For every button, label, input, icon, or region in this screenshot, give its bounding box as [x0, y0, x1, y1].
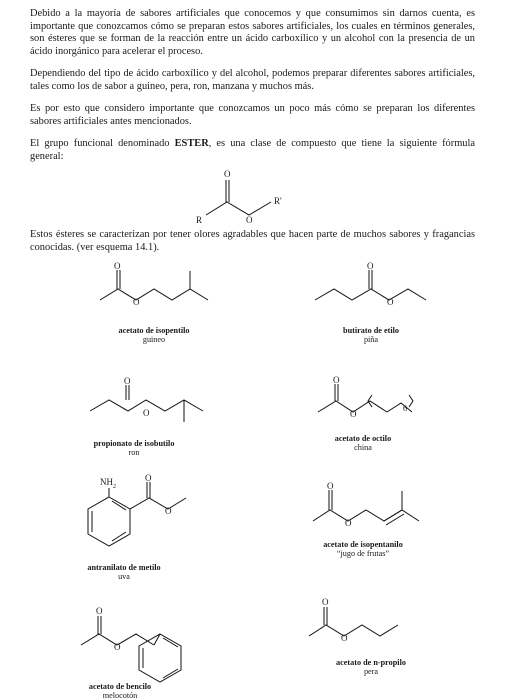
- structure-isopentenyl-acetate: [313, 490, 419, 525]
- oxygen-label: O: [114, 642, 121, 652]
- oxygen-label: O: [350, 409, 357, 419]
- oxygen-label: O: [124, 376, 131, 386]
- oxygen-label: O: [145, 473, 152, 483]
- oxygen-label: O: [133, 297, 140, 307]
- structure-benzyl-acetate: [81, 616, 181, 682]
- compound-name: acetato de isopentilo: [118, 326, 190, 335]
- compound-name: propionato de isobutilo: [93, 439, 175, 448]
- compound-caption: [34, 563, 214, 581]
- ester-term: ESTER: [174, 138, 209, 149]
- compound-caption: [64, 326, 244, 344]
- structure-ethyl-butyrate: [315, 270, 426, 300]
- compound-name: acetato de isopentanilo: [323, 540, 403, 549]
- esters-description-paragraph: Estos ésteres se caracterizan por tener olores agradables que hacen parte de muchos sabores y fragancias conocidas. (ver esquema 14.1).: [30, 229, 475, 253]
- general-ester-oxygen: O: [246, 215, 253, 225]
- oxygen-label: O: [114, 261, 121, 271]
- general-ester-formula: [206, 180, 271, 215]
- oxygen-label: O: [143, 408, 150, 418]
- general-carbonyl-oxygen: O: [224, 169, 231, 179]
- compound-name: acetato de octilo: [334, 434, 392, 443]
- oxygen-label: O: [333, 375, 340, 385]
- dependency-paragraph: Dependiendo del tipo de ácido carboxílico y del alcohol, podemos preparar diferentes sabores artificiales, tales como los de sabor a guineo, pera, ron, manzana y muchos más.: [30, 68, 475, 92]
- compound-flavor: china: [354, 443, 372, 453]
- amino-subscript: 2: [113, 483, 116, 490]
- compound-caption: [273, 540, 453, 558]
- structure-octyl-acetate: [318, 384, 413, 412]
- intro-paragraph: Debido a la mayoría de sabores artificiales que conocemos y que consumimos sin darnos cuenta, es importante que conozcamos cómo se preparan estos sabores artificiales, los cuales en términos generales, son ésteres que se forman de la reacción entre un ácido carboxílico y un alcohol con la presencia de un ácido inorgánico para acelerar el proceso.: [30, 8, 475, 57]
- oxygen-label: O: [387, 297, 394, 307]
- compound-flavor: melocotón: [102, 691, 138, 700]
- ester-definition-text-pre: El grupo funcional denominado: [30, 138, 175, 149]
- structure-n-propyl-acetate: [309, 607, 398, 636]
- chain-repeat-count: 6: [403, 404, 407, 413]
- compound-name: antranilato de metilo: [87, 563, 161, 572]
- oxygen-label: O: [341, 633, 348, 643]
- compound-caption: [273, 434, 453, 452]
- compound-name: butirato de etilo: [343, 326, 399, 335]
- importance-paragraph: Es por esto que considero importante que conozcamos un poco más cómo se preparan los diferentes sabores artificiales antes mencionados.: [30, 103, 475, 127]
- general-r-group: R: [196, 215, 203, 225]
- compound-flavor: pera: [363, 667, 379, 677]
- compound-flavor: “jugo de frutas”: [336, 549, 390, 559]
- compound-name: acetato de n-propilo: [336, 658, 406, 667]
- ester-definition-text-post: , es una clase de compuesto que tiene la siguiente fórmula general:: [30, 138, 475, 162]
- compound-flavor: piña: [363, 335, 379, 345]
- oxygen-label: O: [367, 261, 374, 271]
- compound-flavor: guineo: [142, 335, 166, 345]
- oxygen-label: O: [327, 481, 334, 491]
- oxygen-label: O: [345, 518, 352, 528]
- amino-nh: NH: [100, 477, 113, 487]
- compound-caption: [281, 326, 461, 344]
- compound-flavor: uva: [118, 572, 130, 582]
- compound-name: acetato de bencilo: [88, 682, 152, 691]
- oxygen-label: O: [322, 597, 329, 607]
- general-r-prime-group: R': [274, 196, 282, 206]
- compound-flavor: ron: [128, 448, 140, 458]
- structure-isopentyl-acetate: [100, 270, 208, 300]
- compound-caption: [30, 682, 210, 700]
- oxygen-label: O: [96, 606, 103, 616]
- oxygen-label: O: [165, 506, 172, 516]
- compound-caption: [281, 658, 461, 676]
- compound-caption: [44, 439, 224, 457]
- amino-group-label: [100, 478, 116, 492]
